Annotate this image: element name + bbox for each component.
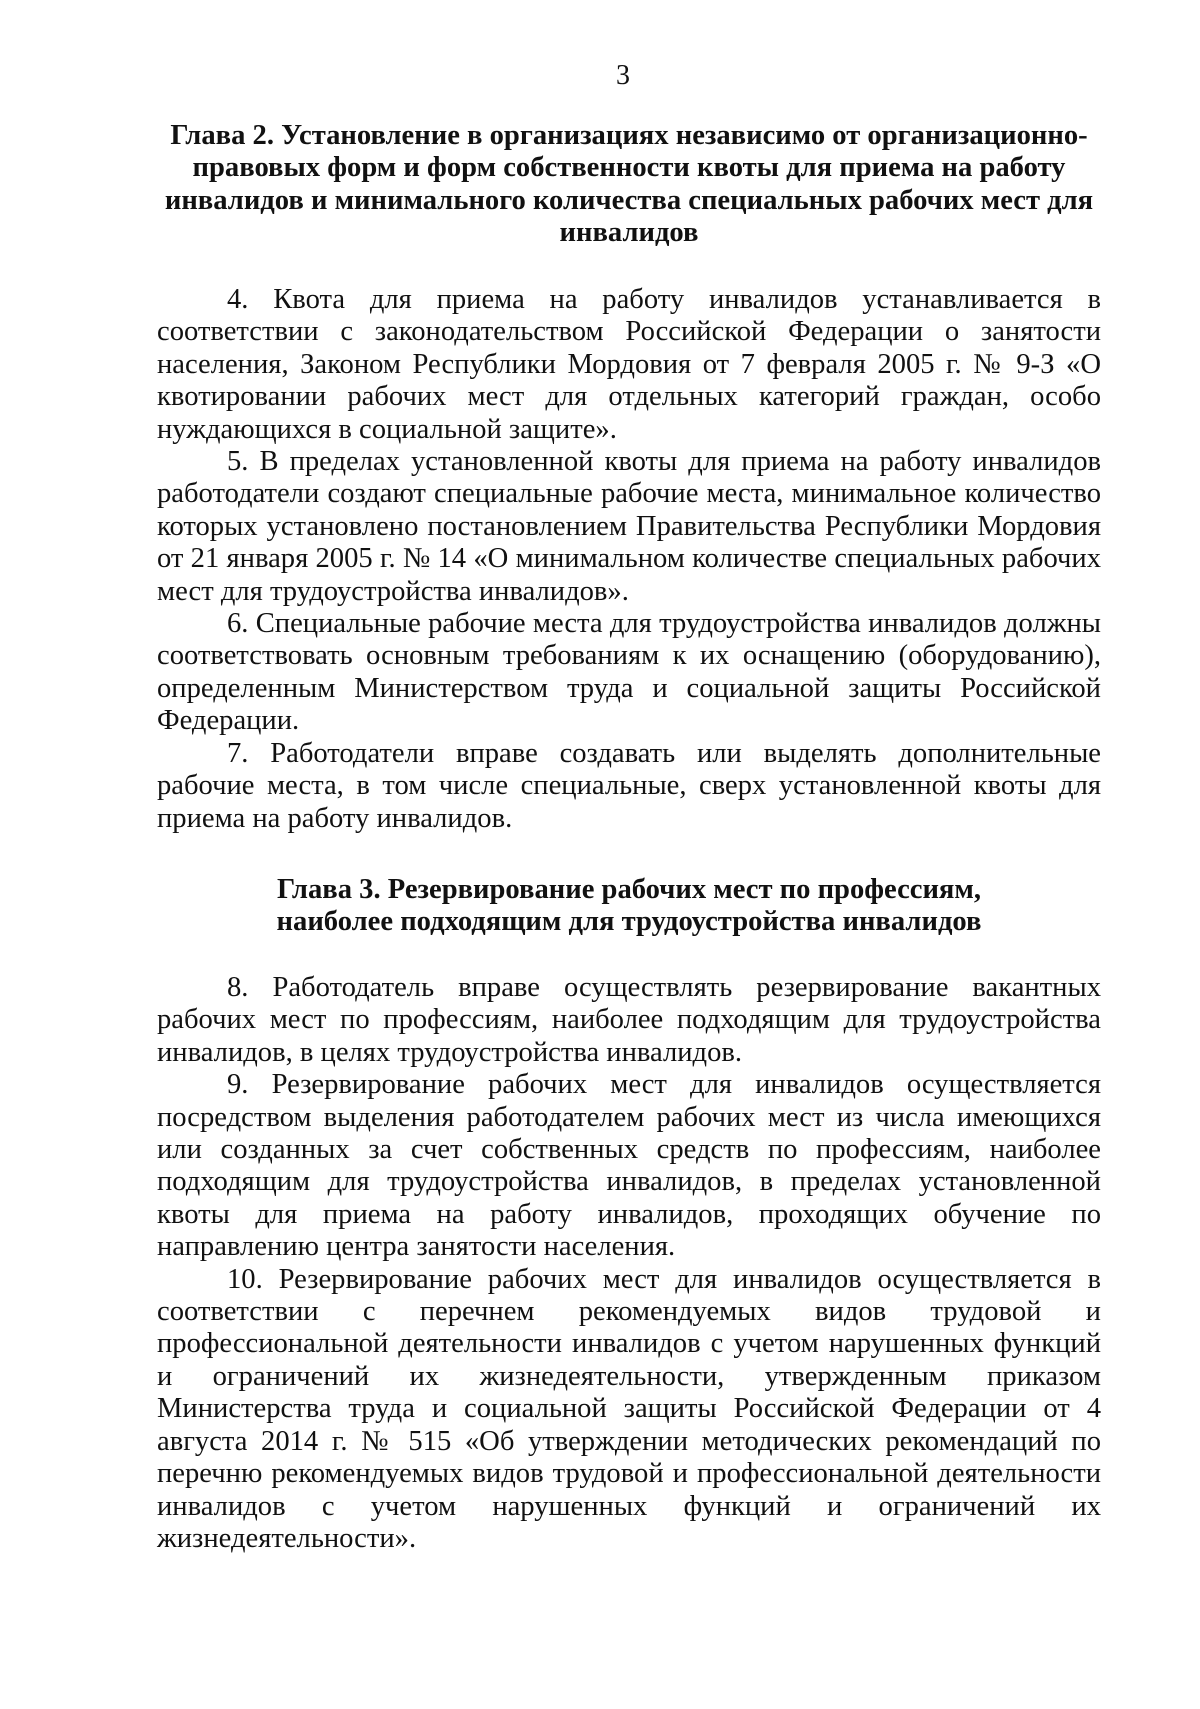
paragraph-7: 7. Работодатели вправе создавать или выделять дополнительные рабочие места, в том числе специальные, сверх установленной квоты для приема на работу инвалидов. xyxy=(157,737,1101,834)
paragraph-8: 8. Работодатель вправе осуществлять резервирование вакантных рабочих мест по профессиям, наиболее подходящим для трудоустройства инвалидов, в целях трудоустройства инвалидов. xyxy=(157,972,1101,1068)
chapter-2-title: Глава 2. Установление в организациях независимо от организационно-правовых форм и форм собственности квоты для приема на работу инвалидов и минимального количества специальных рабочих мест для инвалидов xyxy=(164,120,1094,249)
paragraph-10: 10. Резервирование рабочих мест для инвалидов осуществляется в соответствии с перечнем рекомендуемых видов трудовой и профессиональной деятельности инвалидов с учетом нарушенных функций и ограничений их жизнедеятельности, утвержденным приказом Министерства труда и социальной защиты Российской Федерации от 4 августа 2014 г. № 515 «Об утверждении методических рекомендаций по перечню рекомендуемых видов трудовой и профессиональной деятельности инвалидов с учетом нарушенных функций и ограничений их жизнедеятельности». xyxy=(157,1263,1101,1554)
chapter-3-title-line-1: Глава 3. Резервирование рабочих мест по профессиям, xyxy=(276,874,982,905)
chapter-3-body xyxy=(157,972,1101,1555)
chapter-3-heading-block xyxy=(157,874,1101,939)
paragraph-4: 4. Квота для приема на работу инвалидов устанавливается в соответствии с законодательством Российской Федерации о занятости населения, Законом Республики Мордовия от 7 февраля 2005 г. № 9-З «О квотировании рабочих мест для отдельных категорий граждан, особо нуждающихся в социальной защите». xyxy=(157,284,1101,445)
chapter-2-heading-block xyxy=(157,120,1101,250)
paragraph-5: 5. В пределах установленной квоты для приема на работу инвалидов работодатели создают специальные рабочие места, минимальное количество которых установлено постановлением Правительства Республики Мордовия от 21 января 2005 г. № 14 «О минимальном количестве специальных рабочих мест для трудоустройства инвалидов». xyxy=(157,446,1101,607)
page-number: 3 xyxy=(616,60,630,91)
chapter-2-body xyxy=(157,284,1101,835)
paragraph-6: 6. Специальные рабочие места для трудоустройства инвалидов должны соответствовать основным требованиям к их оснащению (оборудованию), определенным Министерством труда и социальной защиты Российской Федерации. xyxy=(157,608,1101,737)
chapter-3-title-line-2: наиболее подходящим для трудоустройства инвалидов xyxy=(276,906,982,938)
paragraph-9: 9. Резервирование рабочих мест для инвалидов осуществляется посредством выделения работодателем рабочих мест из числа имеющихся или созданных за счет собственных средств по профессиям, наиболее подходящим для трудоустройства инвалидов, в пределах установленной квоты для приема на работу инвалидов, проходящих обучение по направлению центра занятости населения. xyxy=(157,1069,1101,1263)
